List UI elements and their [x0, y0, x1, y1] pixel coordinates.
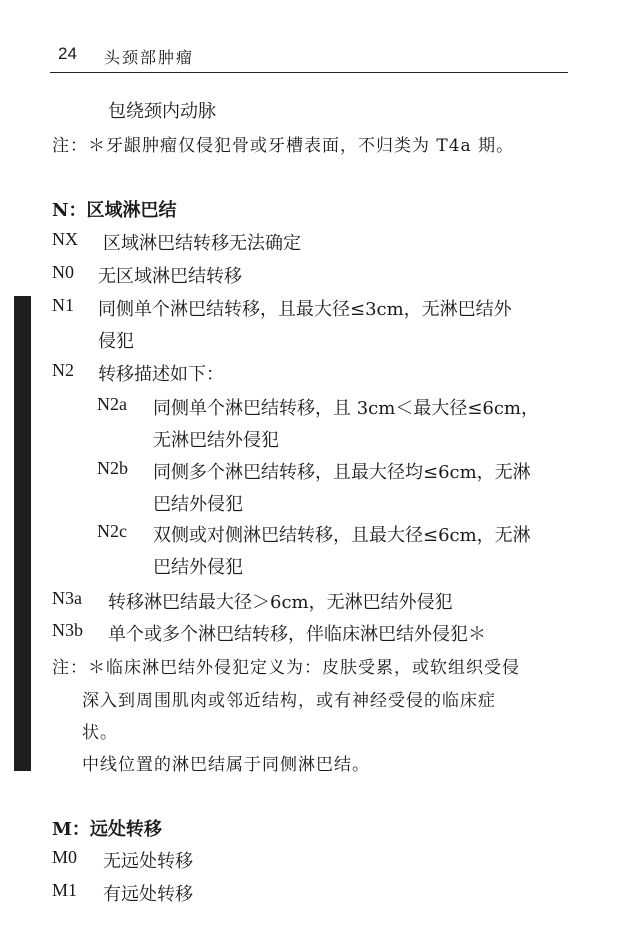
desc-m0: 无远处转移	[103, 851, 193, 872]
code-n0: N0	[52, 262, 74, 282]
desc-m1: 有远处转移	[103, 884, 193, 905]
t-note: 注：＊牙龈肿瘤仅侵犯骨或牙槽表面，不归类为 T4a 期。	[52, 136, 515, 156]
desc-n2c-line1: 双侧或对侧淋巴结转移，且最大径≤6cm，无淋	[153, 525, 531, 546]
code-n2c: N2c	[97, 521, 127, 541]
n-note-midline: 中线位置的淋巴结属于同侧淋巴结。	[82, 755, 370, 775]
desc-nx: 区域淋巴结转移无法确定	[103, 233, 301, 254]
desc-n0: 无区域淋巴结转移	[98, 266, 242, 287]
desc-n2a-line2: 无淋巴结外侵犯	[153, 430, 279, 451]
m-section-heading: M：远处转移	[52, 819, 162, 840]
desc-n2a-line1: 同侧单个淋巴结转移，且 3cm＜最大径≤6cm，	[153, 398, 540, 419]
desc-n2b-line2: 巴结外侵犯	[153, 494, 243, 515]
code-n1: N1	[52, 295, 74, 315]
desc-n3a: 转移淋巴结最大径＞6cm，无淋巴结外侵犯	[108, 592, 453, 613]
desc-n1-line1: 同侧单个淋巴结转移，且最大径≤3cm，无淋巴结外	[98, 299, 512, 320]
code-n3a: N3a	[52, 588, 82, 608]
code-n2: N2	[52, 360, 74, 380]
header-rule	[50, 72, 568, 73]
desc-n2: 转移描述如下：	[98, 364, 224, 385]
desc-n3b: 单个或多个淋巴结转移，伴临床淋巴结外侵犯＊	[108, 624, 486, 645]
code-n2a: N2a	[97, 394, 127, 414]
running-header-title: 头颈部肿瘤	[104, 48, 195, 67]
n-note-line2: 深入到周围肌肉或邻近结构，或有神经受侵的临床症	[82, 691, 496, 711]
desc-n2b-line1: 同侧多个淋巴结转移，且最大径均≤6cm，无淋	[153, 462, 531, 483]
desc-n2c-line2: 巴结外侵犯	[153, 557, 243, 578]
code-n2b: N2b	[97, 458, 128, 478]
n-note-line1: 注：＊临床淋巴结外侵犯定义为：皮肤受累，或软组织受侵	[52, 658, 520, 678]
t-continuation-text: 包绕颈内动脉	[108, 101, 216, 122]
code-n3b: N3b	[52, 620, 83, 640]
code-nx: NX	[52, 229, 78, 249]
code-m0: M0	[52, 847, 78, 867]
n-note-line3: 状。	[82, 723, 118, 743]
code-m1: M1	[52, 880, 78, 900]
desc-n1-line2: 侵犯	[98, 331, 134, 352]
margin-marker-bar	[14, 296, 31, 771]
n-section-heading: N：区域淋巴结	[52, 200, 177, 221]
page-number: 24	[58, 44, 77, 63]
